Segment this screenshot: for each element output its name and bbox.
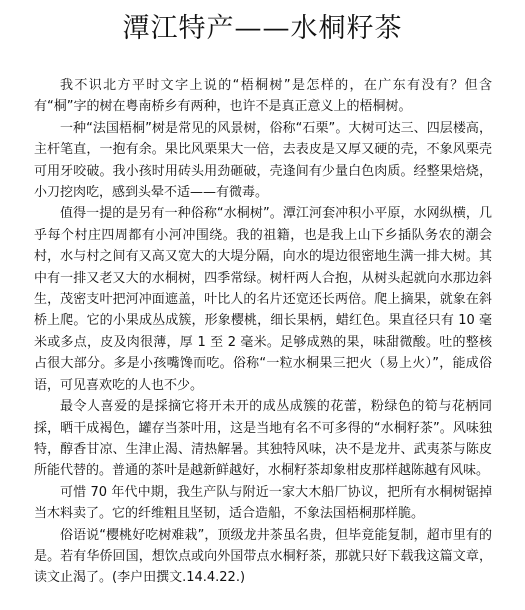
- document-body: [34, 75, 492, 589]
- paragraph-1: 我不识北方平时文字上说的“梧桐树”是怎样的，在广东有没有？但含有“桐”字的树在粤南桥乡有两种，也许不是真正意义上的梧桐树。: [34, 78, 492, 115]
- paragraph-3: 值得一提的是另有一种俗称“水桐树”。潭江河套冲积小平原，水网纵横，几乎每个村庄四周都有小河冲围绕。我的祖籍，也是我上山下乡插队务农的潮会村，水与村之间有又高又宽大的大堤分隔，向水的堤边很密地生满一排大树。其中有一排又老又大的水桐树，四季常绿。树杆两人合抱，从树头起就向水那边斜生，茂密支叶把河冲面遮盖，叶比人的名片还宽还长两倍。爬上摘果，就象在斜桥上爬。它的小果成丛成簇，形象樱桃，细长果柄，蜡红色。果直径只有 10 毫米或多点，皮及肉很薄，厚 1 至 2 毫米。足够成熟的果，味甜微酸。吐的整核占很大部分。多是小孩嘴馋而吃。俗称“一粒水桐果三把火（易上火）”，能成俗语，可见喜欢吃的人也不少。: [34, 206, 492, 393]
- paragraph-2: 一种“法国梧桐”树是常见的风景树，俗称“石栗”。大树可达三、四层楼高，主杆笔直，一抱有余。果比风栗果大一倍，去表皮是又厚又硬的壳，不象风栗壳可用牙咬破。我小孩时用砖头用劲砸破，壳逢间有少量白色肉质。经整果焙烧，小刀挖肉吃，感到头晕不适——有微毒。: [34, 120, 492, 201]
- document-title: 潭江特产——水桐籽茶: [122, 13, 403, 44]
- paragraph-4: 最令人喜爱的是採摘它将开未开的成丛成簇的花蕾，粉绿色的筍与花柄同採，晒干成褐色，罐存当茶叶用，这是当地有名不可多得的“水桐籽茶”。风味独特，醇香甘凉、生津止渴、清热解暑。其独特风味，决不是龙井、武夷茶与陈皮所能代替的。普通的茶叶是越新鲜越好，水桐籽茶却象柑皮那样越陈越有风味。: [34, 399, 492, 479]
- paragraph-6: 俗语说“樱桃好吃树难栽”，顶级龙井茶虽名贵，但毕竟能复制，超市里有的是。若有华侨回国，想饮点或向外国带点水桐籽茶，那就只好下载我这篇文章，读文止渴了。(李户田撰文.14.4.22.): [34, 527, 492, 586]
- paragraph-5: 可惜 70 年代中期，我生产队与附近一家大木船厂协议，把所有水桐树锯掉当木料卖了。它的纤维粗且坚韧，适合造船，不象法国梧桐那样脆。: [34, 484, 492, 522]
